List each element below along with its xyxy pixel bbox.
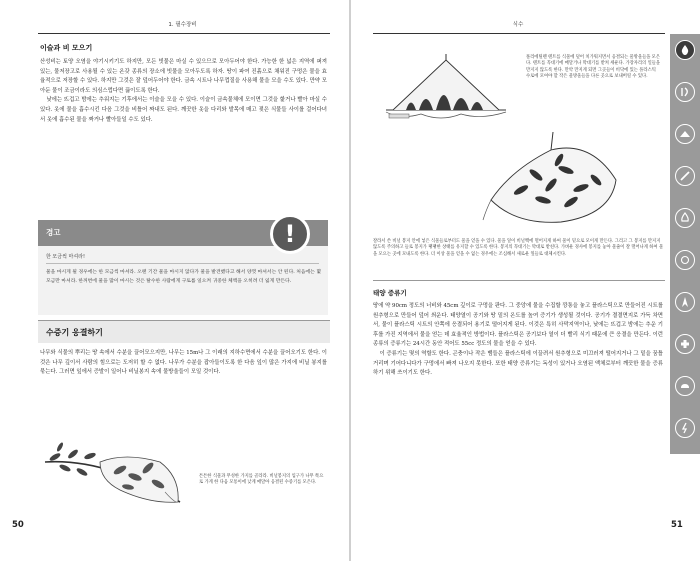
caption-branch-bag: 튼튼한 식물과 무성한 가지를 골라라. 비닐봉지의 입구가 나무 쪽으로 가게 한 다음 모통이에 낮게 매달아 응결된 수증기를 모은다.	[199, 474, 324, 486]
caption-plant-tent: 폴리에틸렌 텐트를 식물에 덮어 치가워지면서 응결되는 물방울들을 모은다. 텐트를 꼭대기에 매달거나 막대기를 받쳐 세운다. 가장자리의 일들을 만지지 않도록 한다. 만약 만지게 되면 그곳들이 비닥에 있는 플라스틱 수로에 모여야 할 작은 물방울들을 다른 곳으로 보내버릴 수 있다.	[526, 55, 661, 79]
first-aid-icon[interactable]	[675, 334, 695, 354]
caption-divider	[373, 280, 665, 281]
right-page	[351, 0, 700, 561]
section-body-solar-still	[373, 302, 663, 379]
warning-divider	[46, 263, 319, 264]
paragraph: 산성비는 토양 오염을 야기시키기도 하지만, 모든 빗물은 마실 수 있으므로 모아두어야 한다. 가능한 한 넓은 지역에 퍼져 있는, 물저장고로 사용될 수 있는 온갖 종류의 장소에 빗물을 모아두도록 하자. 땅이 파여 진흙으로 채워진 구멍은 물을 효율적으로 저장할 수 있다. 하지만 그것은 잘 덮어두어야 한다. 금속 시트나 나무껍질을 사용해 물을 모을 수도 있다. 만약 모아둔 물이 조금이라도 의심스럽다면 끓이도록 한다.	[40, 59, 327, 94]
section-band-condensation	[38, 320, 330, 343]
header-rule-right	[373, 33, 665, 34]
section-title-solar-still: 태양 증류기	[373, 289, 407, 297]
shelter-icon[interactable]	[675, 124, 695, 144]
caption-vegetation-bag: 잘라서 쓴 비닐 봉지 안에 넣은 식물들로부터도 물을 얻을 수 있다. 물을 잎이 비닐백에 떨어지게 하여 물이 밑으로 모이게 만든다. 그리고 그 봉지를 만지지 않도록 주의하고 들로 봉지가 팽팽한 상태를 유지할 수 있도록 한다. 봉지의 꼭대기는 막대로 받친다. 가벼운 경사에 봉지를 놓아 물줄이 잘 떨어나게 하여 물을 모으는 곳에 모내도록 한다. 더 이상 물을 얻을 수 없는 경우에는 조심해서 새로운 잎들로 대체시킨다.	[373, 239, 664, 257]
knife-icon[interactable]	[675, 166, 695, 186]
plant-tent-illustration	[381, 50, 511, 125]
chapter-thumb-tabs	[670, 34, 700, 454]
warning-box	[38, 220, 328, 315]
food-icon[interactable]	[675, 82, 695, 102]
paragraph: 이 증류기는 몇의 역할도 한다. 곤충이나 작은 뱀들은 플라스틱에 이끌려서 원추형으로 미끄러져 떨어지거나 그 밑을 꿈틀거리며 기어다니다가 구멍에서 빠져 나오지 못한다. 또한 태양 증류기는 독성이 있거나 오염된 액체로부터 깨끗한 물을 증류하기 위해 쓰이기도 한다.	[373, 350, 663, 377]
warning-title: 경고	[46, 228, 61, 237]
warning-header	[38, 220, 328, 246]
rope-icon[interactable]	[675, 250, 695, 270]
navigation-icon[interactable]	[675, 292, 695, 312]
section-body-condensation	[40, 349, 327, 378]
rescue-icon[interactable]	[675, 418, 695, 438]
paragraph: 나무와 식물의 뿌리는 땅 속에서 수분을 끌어모으지만, 나무는 15m나 그 이래의 지하수면에서 수분을 끌어오기도 한다. 이것은 나무 깊이서 사람의 힘으로는 도저히 할 수 없다. 나무가 수분을 잡아들이도록 한 다음 잎이 많은 가지에 비닐 봉지를 묶는다. 그러면 잎에서 증발이 일어나 비닐봉지 속에 물방울들이 모일 것이다.	[40, 350, 327, 376]
running-head-right: 식수	[512, 22, 524, 28]
fire-icon[interactable]	[675, 208, 695, 228]
section-title-condensation: 수증기 응결하기	[46, 328, 103, 337]
section-dew-rain	[40, 43, 327, 125]
weather-icon[interactable]	[675, 376, 695, 396]
paragraph: 낮에는 뜨겁고 밤에는 추워지는 기후에서는 이슬을 모을 수 있다. 이슬이 금속물체에 모이면 그것을 핥거나 빨아 마실 수 있다. 옷에 물을 흡수시킨 다음 그것을 비틀어 짜내도 된다. 깨끗한 옷을 다리와 발목에 매고 젖은 식물들 사이를 걸어다녀서 옷에 흡수된 물을 짜거나 빨아들일 수도 있다.	[40, 97, 327, 123]
warning-subtitle: 한 모금씩 마셔라!	[46, 254, 85, 260]
running-head-left: 1. 필수장비	[168, 22, 197, 28]
branch-bag-illustration	[40, 432, 190, 512]
section-body-dew-rain	[40, 58, 327, 125]
exclamation-icon: !	[270, 214, 310, 254]
page-number-left: 50	[12, 520, 24, 530]
section-solar-still	[373, 288, 663, 379]
header-rule-left	[38, 33, 330, 34]
warning-body: 물을 마시게 될 경우에는 한 모금씩 마셔라. 오랜 기간 물을 마시지 않다가 물을 발견했다고 해서 양껏 마셔서는 안 된다. 처음에는 몇 모금만 마셔라. 한꺼번에 물을 많이 마시는 것은 탈수한 사람에게 구토를 일으켜 귀중한 체액을 오히려 더 잃게 만든다.	[46, 270, 321, 284]
water-drop-icon[interactable]	[675, 40, 695, 60]
paragraph: 땅에 약 90cm 정도의 너비와 45cm 깊이로 구멍을 판다. 그 중앙에 물을 수집할 깡통을 놓고 플라스틱으로 만들어진 시트를 원추형으로 만들어 덮어 씌운다. 태양열이 공기와 땅 밑의 온도를 높여 증기가 생성될 것이다. 공기가 결결면지로 가득 차면서, 물이 플라스틱 시트의 안쪽에 응결되어 용기로 떨어지게 된다. 이것은 특히 사막지역이나, 낮에는 뜨겁고 밤에는 추운 기후를 가진 지역에서 물을 얻는 데 효율적인 방법이다. 플라스틱은 공기보다 열이 더 빨리 식기 때문에 큰 응결을 만든다. 이런 종류의 증류기는 24시간 동안 적어도 55cc 정도의 물을 얻을 수 있다.	[373, 303, 663, 348]
section-title-dew-rain: 이슬과 비 모으기	[40, 44, 93, 52]
page-number-right: 51	[671, 520, 683, 530]
left-page	[0, 0, 349, 561]
vegetation-bag-illustration	[481, 130, 621, 230]
